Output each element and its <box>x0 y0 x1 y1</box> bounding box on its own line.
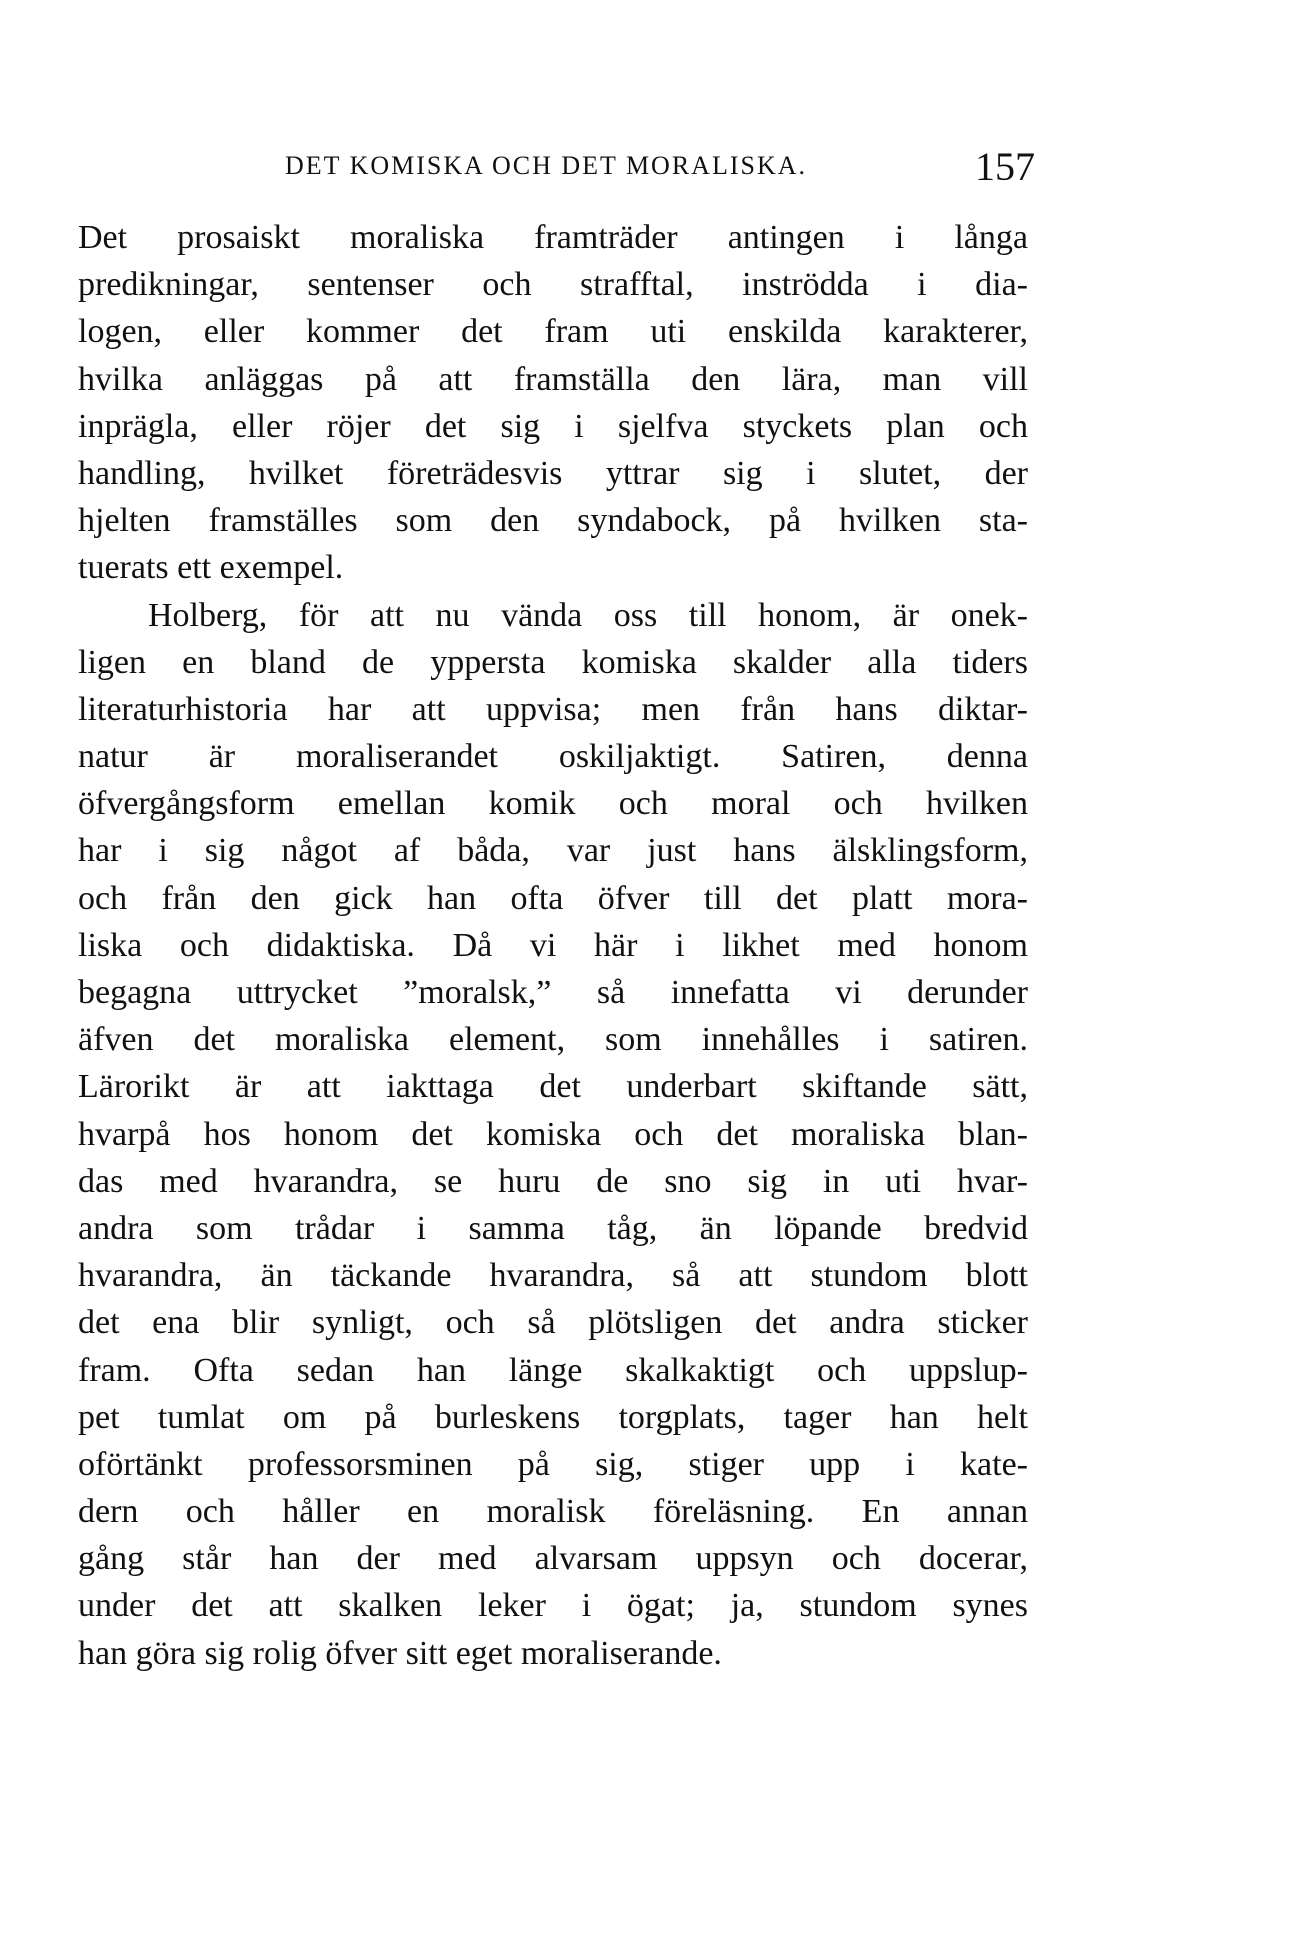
text-line: ligen en bland de yppersta komiska skalder alla tiders <box>78 643 1028 681</box>
text-line: äfven det moraliska element, som innehålles i satiren. <box>78 1021 1028 1059</box>
text-line: öfvergångsform emellan komik och moral och hvilken <box>78 785 1028 823</box>
text-line: hvarandra, än täckande hvarandra, så att stundom blott <box>78 1257 1028 1295</box>
text-line: det ena blir synligt, och så plötsligen det andra sticker <box>78 1304 1028 1342</box>
text-line: oförtänkt professorsminen på sig, stiger upp i kate- <box>78 1445 1028 1483</box>
text-line: handling, hvilket företrädesvis yttrar sig i slutet, der <box>78 454 1028 492</box>
body-text <box>78 214 1028 1677</box>
text-line: under det att skalken leker i ögat; ja, stundom synes <box>78 1587 1028 1625</box>
page-number: 157 <box>975 144 1035 189</box>
text-line: logen, eller kommer det fram uti enskilda karakterer, <box>78 313 1028 351</box>
paragraph-1 <box>78 214 1028 592</box>
text-line: har i sig något af båda, var just hans älsklingsform, <box>78 832 1028 870</box>
text-line: Det prosaiskt moraliska framträder antingen i långa <box>78 219 1028 256</box>
text-line: das med hvarandra, se huru de sno sig in uti hvar- <box>78 1162 1028 1200</box>
text-line: literaturhistoria har att uppvisa; men från hans diktar- <box>78 690 1028 728</box>
text-line: predikningar, sentenser och strafftal, inströdda i dia- <box>78 266 1028 304</box>
text-line: hvarpå hos honom det komiska och det moraliska blan- <box>78 1115 1028 1153</box>
running-head <box>155 143 1035 193</box>
text-line: Lärorikt är att iakttaga det underbart skiftande sätt, <box>78 1068 1028 1106</box>
text-line: fram. Ofta sedan han länge skalkaktigt och uppslup- <box>78 1351 1028 1389</box>
text-line: hvilka anläggas på att framställa den lära, man vill <box>78 360 1028 398</box>
paragraph-2 <box>78 592 1028 1677</box>
text-line: dern och håller en moralisk föreläsning. En annan <box>78 1493 1028 1531</box>
text-line: hjelten framställes som den syndabock, på hvilken sta- <box>78 502 1028 540</box>
text-line: gång står han der med alvarsam uppsyn och docerar, <box>78 1540 1028 1578</box>
text-line: tuerats ett exempel. <box>78 549 344 587</box>
text-line: andra som trådar i samma tåg, än löpande bredvid <box>78 1209 1028 1247</box>
text-line: han göra sig rolig öfver sitt eget moraliserande. <box>78 1634 722 1672</box>
text-line: begagna uttrycket ”moralsk,” så innefatta vi derunder <box>78 974 1028 1011</box>
running-title: DET KOMISKA OCH DET MORALISKA. <box>285 151 808 180</box>
text-line: liska och didaktiska. Då vi här i likhet med honom <box>78 926 1028 964</box>
text-line: inprägla, eller röjer det sig i sjelfva styckets plan och <box>78 407 1028 445</box>
text-line: Holberg, för att nu vända oss till honom, är onek- <box>148 596 1028 634</box>
text-line: och från den gick han ofta öfver till det platt mora- <box>78 879 1028 917</box>
text-line: natur är moraliserandet oskiljaktigt. Satiren, denna <box>78 738 1028 776</box>
text-line: pet tumlat om på burleskens torgplats, tager han helt <box>78 1398 1028 1436</box>
